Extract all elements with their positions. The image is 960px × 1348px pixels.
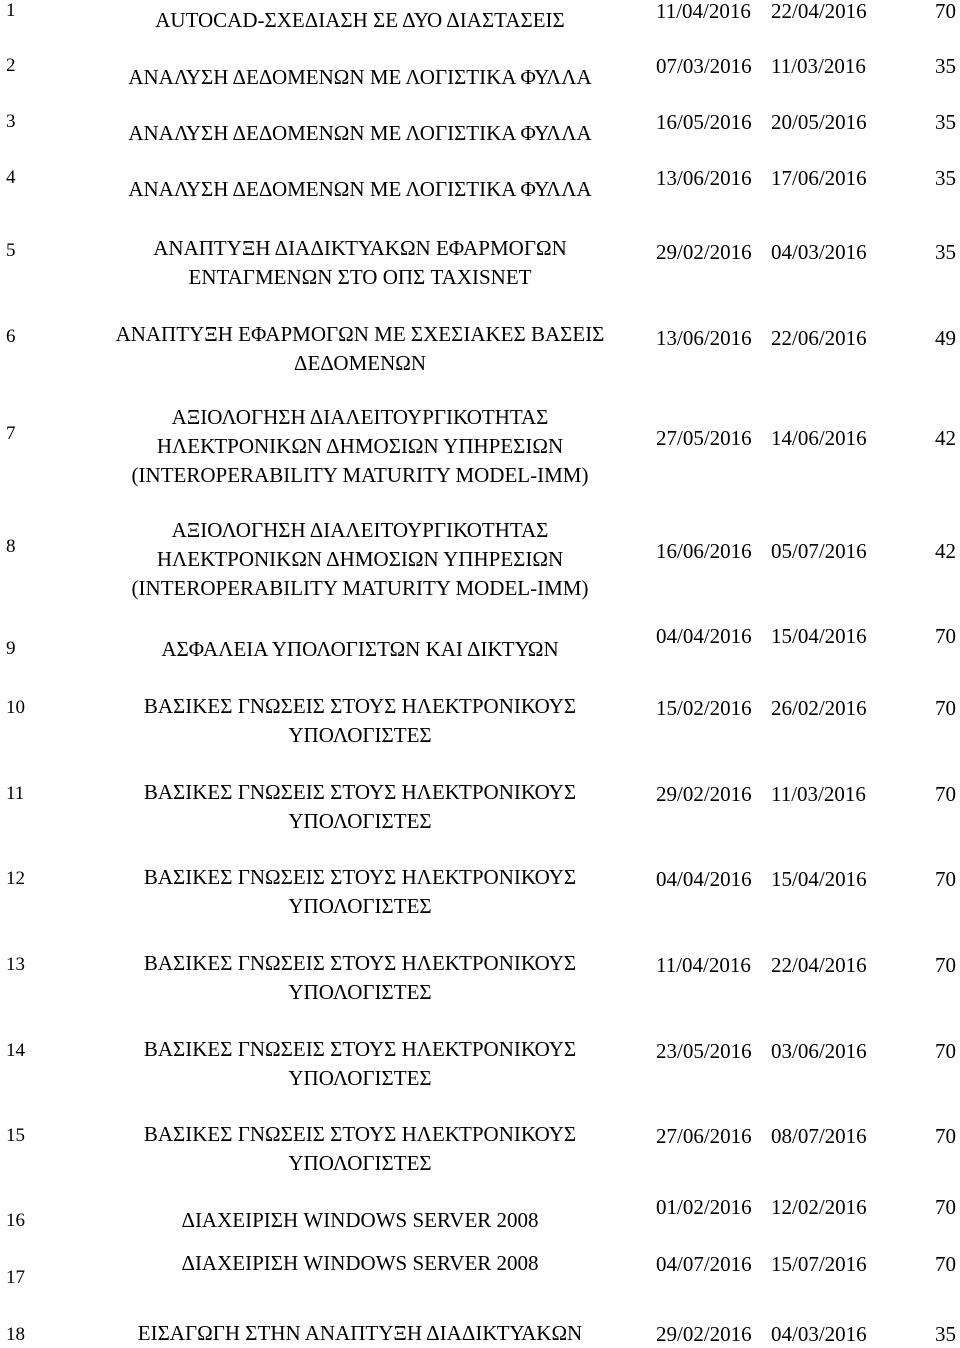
course-title-line: ΒΑΣΙΚΕΣ ΓΝΩΣΕΙΣ ΣΤΟΥΣ ΗΛΕΚΤΡΟΝΙΚΟΥΣ	[143, 951, 577, 975]
row-number: 9	[6, 638, 16, 659]
course-title-line: ΑΣΦΑΛΕΙΑ ΥΠΟΛΟΓΙΣΤΩΝ ΚΑΙ ΔΙΚΤΥΩΝ	[161, 637, 559, 661]
course-title-line: ΥΠΟΛΟΓΙΣΤΕΣ	[288, 1066, 432, 1090]
course-title-line: (INTEROPERABILITY MATURITY MODEL-IMM)	[131, 463, 589, 487]
course-title	[40, 1035, 680, 1093]
hours: 70	[935, 1124, 956, 1148]
start-date: 13/06/2016	[656, 166, 752, 190]
hours: 49	[935, 326, 956, 350]
start-date: 23/05/2016	[656, 1039, 752, 1063]
hours: 42	[935, 426, 956, 450]
end-date: 20/05/2016	[771, 110, 867, 134]
course-title-line: ΒΑΣΙΚΕΣ ΓΝΩΣΕΙΣ ΣΤΟΥΣ ΗΛΕΚΤΡΟΝΙΚΟΥΣ	[143, 865, 577, 889]
row-number: 15	[6, 1125, 25, 1146]
course-title-line: ΥΠΟΛΟΓΙΣΤΕΣ	[288, 894, 432, 918]
hours: 70	[935, 624, 956, 648]
course-title-line: ΥΠΟΛΟΓΙΣΤΕΣ	[288, 980, 432, 1004]
course-title-line: ΥΠΟΛΟΓΙΣΤΕΣ	[288, 723, 432, 747]
row-number: 11	[6, 783, 25, 804]
end-date: 08/07/2016	[771, 1124, 867, 1148]
course-title	[40, 6, 680, 35]
start-date: 04/04/2016	[656, 624, 752, 648]
start-date: 16/06/2016	[656, 539, 752, 563]
course-title	[40, 949, 680, 1007]
course-title	[40, 63, 680, 92]
end-date: 11/03/2016	[771, 782, 866, 806]
course-title-line: ΒΑΣΙΚΕΣ ΓΝΩΣΕΙΣ ΣΤΟΥΣ ΗΛΕΚΤΡΟΝΙΚΟΥΣ	[143, 694, 577, 718]
hours: 70	[935, 1195, 956, 1219]
course-title	[40, 234, 680, 292]
course-title	[40, 175, 680, 204]
course-title-line: ΑΞΙΟΛΟΓΗΣΗ ΔΙΑΛΕΙΤΟΥΡΓΙΚΟΤΗΤΑΣ	[171, 518, 549, 542]
row-number: 12	[6, 868, 25, 889]
hours: 35	[935, 166, 956, 190]
course-title-line: ΥΠΟΛΟΓΙΣΤΕΣ	[288, 1151, 432, 1175]
end-date: 12/02/2016	[771, 1195, 867, 1219]
course-title-line: ΥΠΟΛΟΓΙΣΤΕΣ	[288, 809, 432, 833]
course-title-line: AUTOCAD-ΣΧΕΔΙΑΣΗ ΣΕ ΔΥΟ ΔΙΑΣΤΑΣΕΙΣ	[155, 8, 565, 32]
row-number: 14	[6, 1040, 25, 1061]
end-date: 15/04/2016	[771, 624, 867, 648]
row-number: 10	[6, 697, 25, 718]
hours: 70	[935, 1039, 956, 1063]
end-date: 22/06/2016	[771, 326, 867, 350]
hours: 42	[935, 539, 956, 563]
hours: 35	[935, 54, 956, 78]
start-date: 13/06/2016	[656, 326, 752, 350]
start-date: 16/05/2016	[656, 110, 752, 134]
course-title-line: ΑΝΑΠΤΥΞΗ ΕΦΑΡΜΟΓΩΝ ΜΕ ΣΧΕΣΙΑΚΕΣ ΒΑΣΕΙΣ	[115, 322, 605, 346]
row-number: 17	[6, 1267, 25, 1288]
row-number: 1	[6, 0, 16, 21]
course-title-line: ΑΝΑΛΥΣΗ ΔΕΔΟΜΕΝΩΝ ΜΕ ΛΟΓΙΣΤΙΚΑ ΦΥΛΛΑ	[128, 177, 592, 201]
row-number: 6	[6, 326, 16, 347]
row-number: 18	[6, 1324, 25, 1345]
hours: 70	[935, 782, 956, 806]
course-title	[40, 863, 680, 921]
end-date: 15/07/2016	[771, 1252, 867, 1276]
course-title-line: ΔΙΑΧΕΙΡΙΣΗ WINDOWS SERVER 2008	[181, 1208, 539, 1232]
course-title-line: ΑΞΙΟΛΟΓΗΣΗ ΔΙΑΛΕΙΤΟΥΡΓΙΚΟΤΗΤΑΣ	[171, 405, 549, 429]
hours: 70	[935, 696, 956, 720]
start-date: 11/04/2016	[656, 953, 751, 977]
end-date: 11/03/2016	[771, 54, 866, 78]
course-title-line: ΕΝΤΑΓΜΕΝΩΝ ΣΤΟ ΟΠΣ TAXISNET	[188, 265, 532, 289]
course-title	[40, 692, 680, 750]
end-date: 26/02/2016	[771, 696, 867, 720]
start-date: 29/02/2016	[656, 1322, 752, 1346]
start-date: 04/04/2016	[656, 867, 752, 891]
course-title	[40, 635, 680, 664]
end-date: 22/04/2016	[771, 953, 867, 977]
row-number: 4	[6, 167, 16, 188]
hours: 35	[935, 110, 956, 134]
start-date: 04/07/2016	[656, 1252, 752, 1276]
course-title-line: ΒΑΣΙΚΕΣ ΓΝΩΣΕΙΣ ΣΤΟΥΣ ΗΛΕΚΤΡΟΝΙΚΟΥΣ	[143, 780, 577, 804]
row-number: 2	[6, 55, 16, 76]
start-date: 07/03/2016	[656, 54, 752, 78]
course-title	[40, 320, 680, 378]
end-date: 05/07/2016	[771, 539, 867, 563]
hours: 70	[935, 867, 956, 891]
row-number: 7	[6, 423, 16, 444]
course-title	[40, 1206, 680, 1235]
hours: 70	[935, 953, 956, 977]
course-title-line: ΔΕΔΟΜΕΝΩΝ	[293, 351, 427, 375]
start-date: 29/02/2016	[656, 782, 752, 806]
course-title-line: ΑΝΑΛΥΣΗ ΔΕΔΟΜΕΝΩΝ ΜΕ ΛΟΓΙΣΤΙΚΑ ΦΥΛΛΑ	[128, 65, 592, 89]
course-title-line: ΔΙΑΧΕΙΡΙΣΗ WINDOWS SERVER 2008	[181, 1251, 539, 1275]
course-title	[40, 403, 680, 490]
course-title-line: ΒΑΣΙΚΕΣ ΓΝΩΣΕΙΣ ΣΤΟΥΣ ΗΛΕΚΤΡΟΝΙΚΟΥΣ	[143, 1122, 577, 1146]
course-title-line: ΗΛΕΚΤΡΟΝΙΚΩΝ ΔΗΜΟΣΙΩΝ ΥΠΗΡΕΣΙΩΝ	[156, 434, 564, 458]
hours: 70	[935, 1252, 956, 1276]
end-date: 22/04/2016	[771, 0, 867, 23]
end-date: 04/03/2016	[771, 240, 867, 264]
row-number: 5	[6, 240, 16, 261]
course-title-line: ΗΛΕΚΤΡΟΝΙΚΩΝ ΔΗΜΟΣΙΩΝ ΥΠΗΡΕΣΙΩΝ	[156, 547, 564, 571]
end-date: 17/06/2016	[771, 166, 867, 190]
course-title	[40, 1319, 680, 1348]
row-number: 3	[6, 111, 16, 132]
hours: 35	[935, 240, 956, 264]
start-date: 27/05/2016	[656, 426, 752, 450]
hours: 70	[935, 0, 956, 23]
course-title	[40, 778, 680, 836]
end-date: 14/06/2016	[771, 426, 867, 450]
course-title	[40, 1249, 680, 1278]
start-date: 11/04/2016	[656, 0, 751, 23]
row-number: 8	[6, 536, 16, 557]
course-title	[40, 119, 680, 148]
course-title	[40, 516, 680, 603]
start-date: 27/06/2016	[656, 1124, 752, 1148]
end-date: 04/03/2016	[771, 1322, 867, 1346]
start-date: 15/02/2016	[656, 696, 752, 720]
end-date: 03/06/2016	[771, 1039, 867, 1063]
course-title-line: ΑΝΑΛΥΣΗ ΔΕΔΟΜΕΝΩΝ ΜΕ ΛΟΓΙΣΤΙΚΑ ΦΥΛΛΑ	[128, 121, 592, 145]
row-number: 16	[6, 1210, 25, 1231]
course-title-line: ΒΑΣΙΚΕΣ ΓΝΩΣΕΙΣ ΣΤΟΥΣ ΗΛΕΚΤΡΟΝΙΚΟΥΣ	[143, 1037, 577, 1061]
course-title-line: ΑΝΑΠΤΥΞΗ ΔΙΑΔΙΚΤΥΑΚΩΝ ΕΦΑΡΜΟΓΩΝ	[153, 236, 567, 260]
end-date: 15/04/2016	[771, 867, 867, 891]
start-date: 01/02/2016	[656, 1195, 752, 1219]
start-date: 29/02/2016	[656, 240, 752, 264]
row-number: 13	[6, 954, 25, 975]
course-title-line: (INTEROPERABILITY MATURITY MODEL-IMM)	[131, 576, 589, 600]
hours: 35	[935, 1322, 956, 1346]
course-title-line: ΕΙΣΑΓΩΓΗ ΣΤΗΝ ΑΝΑΠΤΥΞΗ ΔΙΑΔΙΚΤΥΑΚΩΝ	[137, 1321, 583, 1345]
course-title	[40, 1120, 680, 1178]
